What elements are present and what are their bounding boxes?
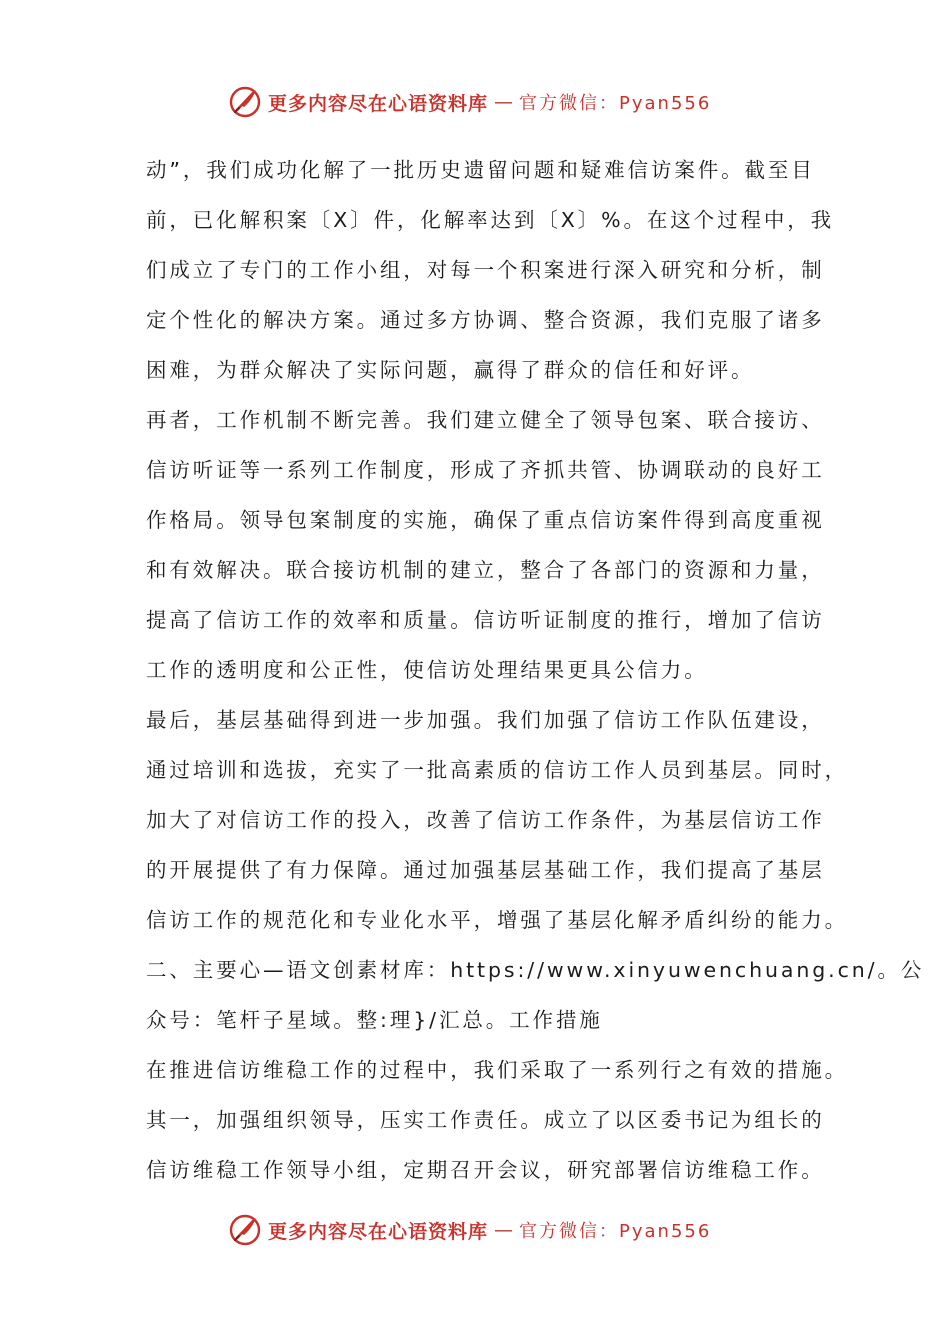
text-line: 作格局。领导包案制度的实施，确保了重点信访案件得到高度重视 <box>146 508 825 532</box>
watermark-brand-text: 更多内容尽在心语资料库 <box>268 1220 489 1243</box>
text-line: 众号：笔杆子星域。整:理}/汇总。工作措施 <box>146 1008 603 1032</box>
quill-logo-icon <box>228 1213 262 1247</box>
watermark-dash: — <box>494 1219 514 1241</box>
text-line: 工作的透明度和公正性，使信访处理结果更具公信力。 <box>146 658 708 682</box>
document-body <box>146 150 925 1200</box>
footer-watermark <box>228 1210 748 1250</box>
text-line: 前，已化解积案〔X〕件，化解率达到〔X〕%。在这个过程中，我 <box>146 208 835 232</box>
text-line: 在推进信访维稳工作的过程中，我们采取了一系列行之有效的措施。 <box>146 1058 848 1082</box>
text-line: 加大了对信访工作的投入，改善了信访工作条件，为基层信访工作 <box>146 808 825 832</box>
text-line: 困难，为群众解决了实际问题，赢得了群众的信任和好评。 <box>146 358 755 382</box>
watermark-dash: — <box>494 91 514 113</box>
text-line: 其一，加强组织领导，压实工作责任。成立了以区委书记为组长的 <box>146 1108 825 1132</box>
text-line: 信访听证等一系列工作制度，形成了齐抓共管、协调联动的良好工 <box>146 458 825 482</box>
quill-logo-icon <box>228 85 262 119</box>
watermark-contact-text: 官方微信：Pyan556 <box>519 93 712 114</box>
watermark-brand-text: 更多内容尽在心语资料库 <box>268 92 489 115</box>
header-watermark <box>228 82 748 122</box>
text-line: 和有效解决。联合接访机制的建立，整合了各部门的资源和力量， <box>146 558 825 582</box>
text-line: 定个性化的解决方案。通过多方协调、整合资源，我们克服了诸多 <box>146 308 825 332</box>
text-line: 通过培训和选拔，充实了一批高素质的信访工作人员到基层。同时， <box>146 758 848 782</box>
text-line: 动”，我们成功化解了一批历史遗留问题和疑难信访案件。截至目 <box>146 158 815 182</box>
watermark-contact-text: 官方微信：Pyan556 <box>519 1221 712 1242</box>
text-line: 二、主要心—语文创素材库：https://www.xinyuwenchuang.cn/。公 <box>146 958 925 982</box>
text-line: 再者，工作机制不断完善。我们建立健全了领导包案、联合接访、 <box>146 408 825 432</box>
text-line: 们成立了专门的工作小组，对每一个积案进行深入研究和分析，制 <box>146 258 825 282</box>
text-line: 最后，基层基础得到进一步加强。我们加强了信访工作队伍建设， <box>146 708 825 732</box>
text-line: 信访维稳工作领导小组，定期召开会议，研究部署信访维稳工作。 <box>146 1158 825 1182</box>
text-line: 的开展提供了有力保障。通过加强基层基础工作，我们提高了基层 <box>146 858 825 882</box>
text-line: 信访工作的规范化和专业化水平，增强了基层化解矛盾纠纷的能力。 <box>146 908 848 932</box>
text-line: 提高了信访工作的效率和质量。信访听证制度的推行，增加了信访 <box>146 608 825 632</box>
